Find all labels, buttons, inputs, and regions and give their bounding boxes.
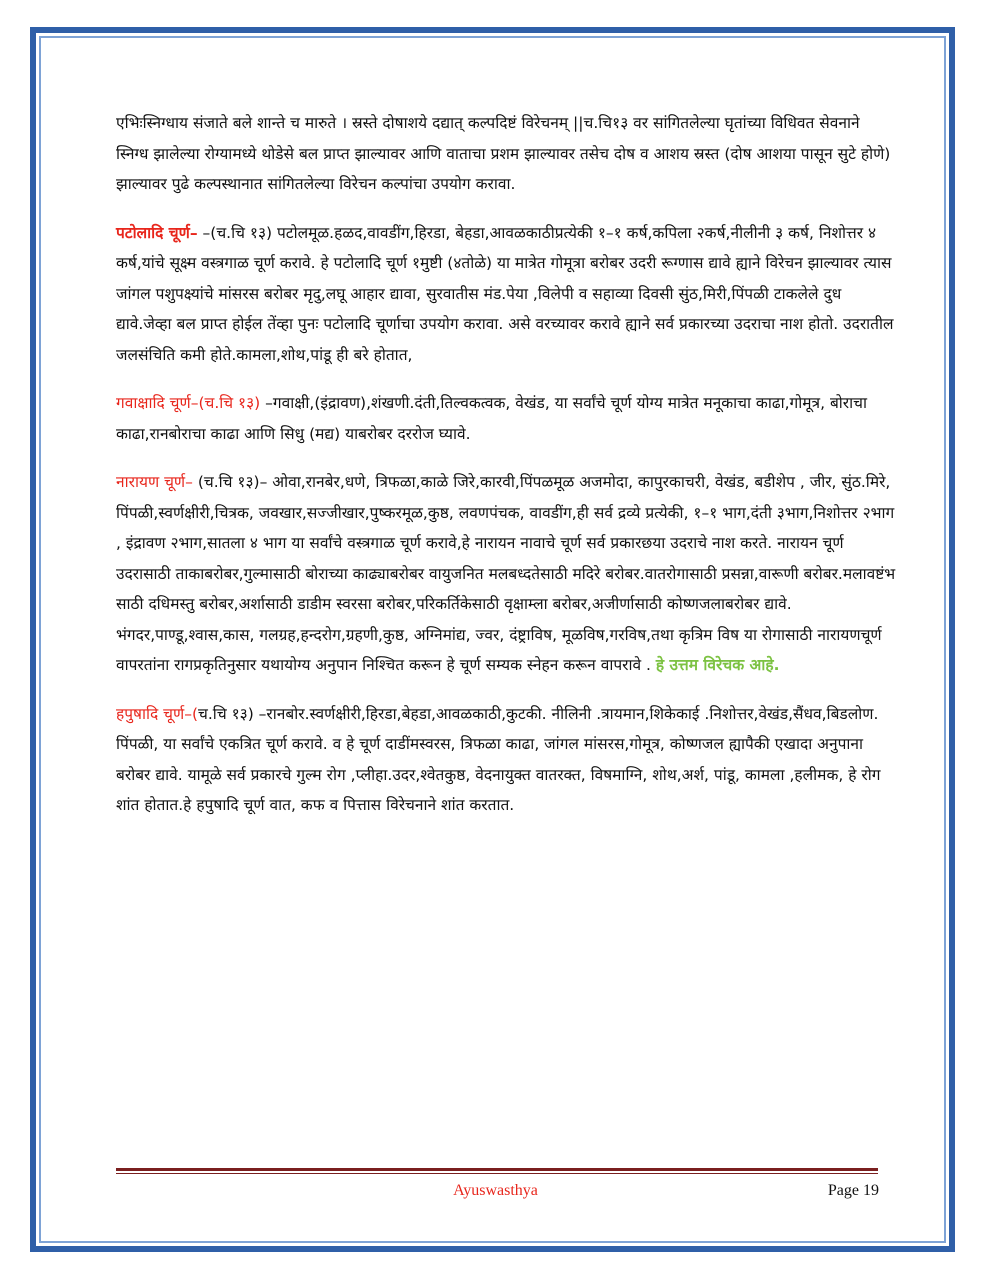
footer-title: Ayuswasthya bbox=[453, 1182, 538, 1199]
narayan-churna-paragraph bbox=[116, 467, 896, 620]
patoladi-churna-paragraph bbox=[116, 218, 896, 371]
narayan-churna-text2: भंगदर,पाण्डू,श्वास,कास, गलग्रह,हन्दरोग,ग्रहणी,कुष्ठ, अग्निमांद्य, ज्वर, दंष्ट्राविष, मूळविष,गरविष,तथा कृत्रिम विष या रोगासाठी नारायणचूर्ण वापरतांना रागप्रकृतिनुसार यथायोग्य अनुपान निश्चित करून हे चूर्ण सम्यक स्नेहन करून वापरावे . bbox=[116, 625, 882, 674]
intro-paragraph bbox=[116, 108, 896, 200]
footer-rule bbox=[116, 1168, 878, 1171]
narayan-churna-diseases bbox=[116, 620, 896, 681]
footer-page-number: Page 19 bbox=[827, 1182, 879, 1199]
document-body bbox=[116, 108, 896, 821]
hapushadi-churna-heading: हपुषादि चूर्ण–( bbox=[116, 704, 199, 723]
footer-rule-thin bbox=[116, 1173, 878, 1174]
narayan-churna-heading: नारायण चूर्ण– bbox=[116, 473, 193, 491]
gavakshadi-churna-heading: गवाक्षादि चूर्ण–(च.चि १३) bbox=[116, 394, 261, 412]
narayan-churna-highlight: हे उत्तम विरेचक आहे. bbox=[655, 656, 780, 674]
gavakshadi-churna-text: –गवाक्षी,(इंद्रावण),शंखणी.दंती,तिल्वकत्वक, वेखंड, या सर्वांचे चूर्ण योग्य मात्रेत मनूकाचा काढा,गोमूत्र, बोराचा काढा,रानबोराचा काढा आणि सिधु (मद्य) याबरोबर दररोज घ्यावे. bbox=[116, 394, 868, 443]
gavakshadi-churna-paragraph bbox=[116, 388, 896, 449]
intro-text: एभिःस्निग्धाय संजाते बले शान्ते च मारुते । स्रस्ते दोषाशये दद्यात् कल्पदिष्टं विरेचनम् ||च.चि१३ वर सांगितलेल्या घृतांच्या विधिवत सेवनाने स्निग्ध झालेल्या रोग्यामध्ये थोडेसे बल प्राप्त झाल्यावर आणि वाताचा प्रशम झाल्यावर तसेच दोष व आशय स्रस्त (दोष आशया पासून सुटे होणे) झाल्यावर पुढे कल्पस्थानात सांगितलेल्या विरेचन कल्पांचा उपयोग करावा. bbox=[116, 114, 891, 193]
hapushadi-churna-paragraph bbox=[116, 699, 896, 821]
patoladi-churna-text: –(च.चि १३) पटोलमूळ.हळद,वावडींग,हिरडा, बेहडा,आवळकाठीप्रत्येकी १–१ कर्ष,कपिला २कर्ष,नीलीनी ३ कर्ष, निशोत्तर ४ कर्ष,यांचे सूक्ष्म वस्त्रगाळ चूर्ण करावे. हे पटोलादि चूर्ण १मुष्टी (४तोळे) या मात्रेत गोमूत्रा बरोबर उदरी रूग्णास द्यावे ह्याने विरेचन झाल्यावर त्यास जांगल पशुपक्ष्यांचे मांसरस बरोबर मृदु,लघू आहार द्यावा, सुरवातीस मंड.पेया ,विलेपी व सहाव्या दिवसी सुंठ,मिरी,पिंपळी टाकलेले दुध द्यावे.जेव्हा बल प्राप्त होईल तेंव्हा पुनः पटोलादि चूर्णाचा उपयोग करावा. असे वरच्यावर करावे ह्याने सर्व प्रकारच्या उदराचा नाश होतो. उदरातील जलसंचिति कमी होते.कामला,शोथ,पांडू ही बरे होतात, bbox=[116, 223, 894, 364]
narayan-churna-text: (च.चि १३)– ओवा,रानबेर,धणे, त्रिफळा,काळे जिरे,कारवी,पिंपळमूळ अजमोदा, कापुरकाचरी, वेखंड, बडीशेप , जीर, सुंठ.मिरे, पिंपळी,स्वर्णक्षीरी,चित्रक, जवखार,सज्जीखार,पुष्करमूळ,कुष्ठ, लवणपंचक, वावडींग,ही सर्व द्रव्ये प्रत्येकी, १–१ भाग,दंती ३भाग,निशोत्तर २भाग , इंद्रावण २भाग,सातला ४ भाग या सर्वांचे वस्त्रगाळ चूर्ण करावे,हे नारायन नावाचे चूर्ण सर्व प्रकारछया उदराचे नाश करते. नारायन चूर्ण उदरासाठी ताकाबरोबर,गुल्मासाठी बोराच्या काढ्याबरोबर वायुजनित मलबध्दतेसाठी मदिरे बरोबर.वातरोगासाठी प्रसन्ना,वारूणी बरोबर.मलावष्टंभ साठी दधिमस्तु बरोबर,अर्शासाठी डाडीम स्वरसा बरोबर,परिकर्तिकेसाठी वृक्षाम्ला बरोबर,अजीर्णासाठी कोष्णजलाबरोबर द्यावे. bbox=[116, 473, 896, 613]
patoladi-churna-heading: पटोलादि चूर्ण– bbox=[116, 223, 198, 242]
hapushadi-churna-text: च.चि १३) –रानबोर.स्वर्णक्षीरी,हिरडा,बेहडा,आवळकाठी,कुटकी. नीलिनी .त्रायमान,शिकेकाई .निशोत्तर,वेखंड,सैंधव,बिडलोण. पिंपळी, या सर्वांचे एकत्रित चूर्ण करावे. व हे चूर्ण दाडींमस्वरस, त्रिफळा काढा, जांगल मांसरस,गोमूत्र, कोष्णजल ह्यापैकी एखादा अनुपाना बरोबर द्यावे. यामूळे सर्व प्रकारचे गुल्म रोग ,प्लीहा.उदर,श्वेतकुष्ठ, वेदनायुक्त वातरक्त, विषमाग्नि, शोथ,अर्श, पांडू, कामला ,हलीमक, हे रोग शांत होतात.हे हपुषादि चूर्ण वात, कफ व पित्तास विरेचनाने शांत करतात. bbox=[116, 704, 881, 814]
